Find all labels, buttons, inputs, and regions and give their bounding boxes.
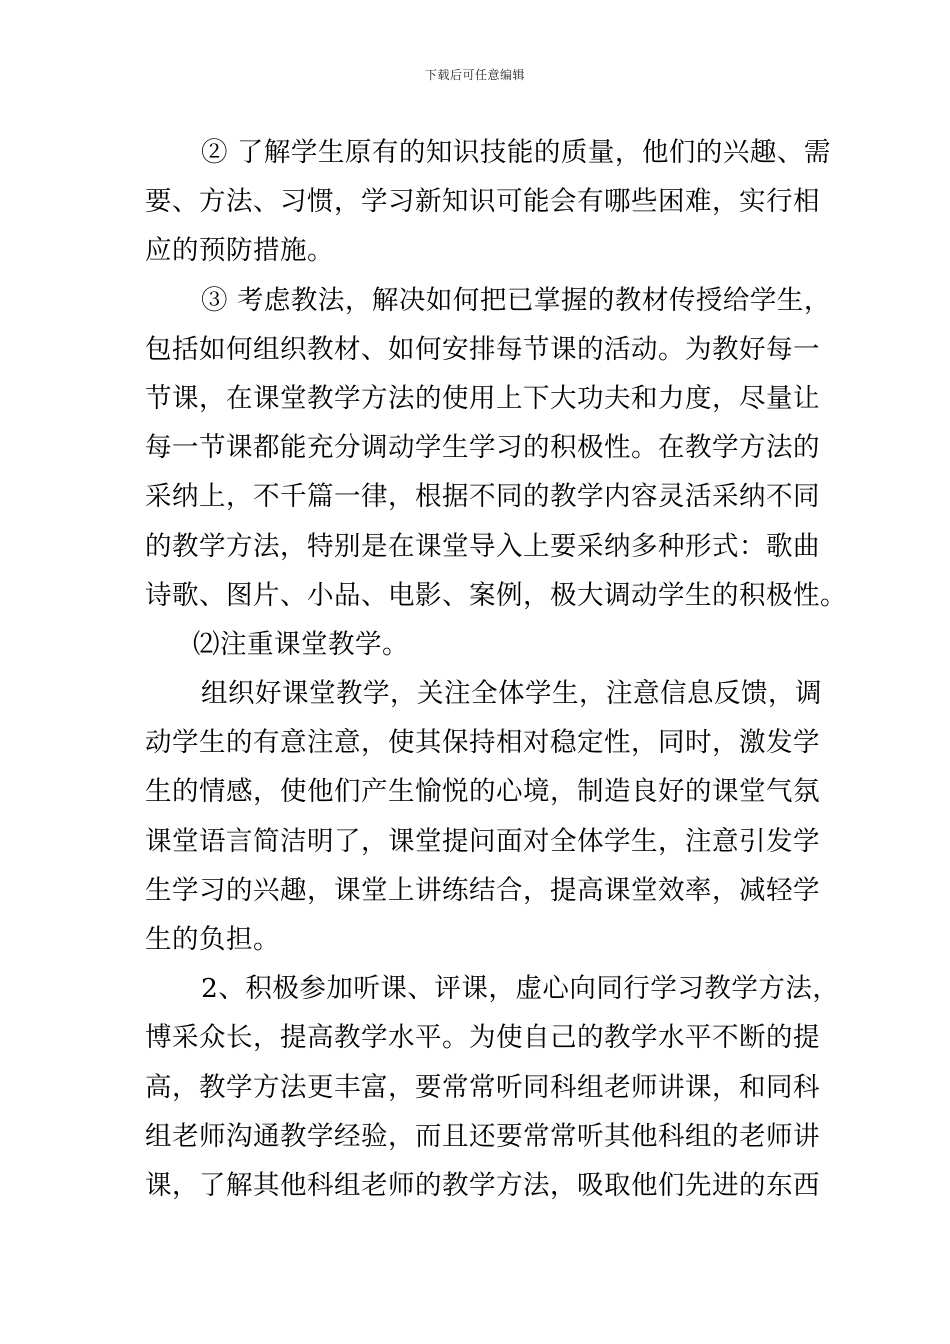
paragraph-line: 要、方法、习惯，学习新知识可能会有哪些困难，实行相 xyxy=(145,186,820,218)
paragraph-line: 动学生的有意注意，使其保持相对稳定性，同时，激发学 xyxy=(145,727,820,759)
paragraph-line: 博采众长，提高教学水平。为使自己的教学水平不断的提 xyxy=(145,1022,820,1054)
header-note: 下载后可任意编辑 xyxy=(424,68,525,82)
document-body xyxy=(145,128,847,1210)
paragraph-line: 应的预防措施。 xyxy=(145,235,334,267)
section-heading: ⑵注重课堂教学。 xyxy=(193,628,409,660)
paragraph-line: 诗歌、图片、小品、电影、案例，极大调动学生的积极性。 xyxy=(145,579,847,611)
paragraph-line: 采纳上，不千篇一律，根据不同的教学内容灵活采纳不同 xyxy=(145,481,820,513)
paragraph-line: ② 了解学生原有的知识技能的质量，他们的兴趣、需 xyxy=(201,137,831,168)
paragraph-line: 生的情感，使他们产生愉悦的心境，制造良好的课堂气氛 xyxy=(145,776,820,808)
paragraph-line: 节课，在课堂教学方法的使用上下大功夫和力度，尽量让 xyxy=(145,382,820,414)
paragraph-line: 组织好课堂教学，关注全体学生，注意信息反馈，调 xyxy=(201,678,822,710)
paragraph-line: 的教学方法，特别是在课堂导入上要采纳多种形式：歌曲 xyxy=(145,530,820,562)
paragraph-line: 生的负担。 xyxy=(145,924,280,955)
paragraph-line: 生学习的兴趣，课堂上讲练结合，提高课堂效率，减轻学 xyxy=(145,874,820,906)
paragraph-line: 组老师沟通教学经验，而且还要常常听其他科组的老师讲 xyxy=(145,1120,820,1152)
paragraph-line: 每一节课都能充分调动学生学习的积极性。在教学方法的 xyxy=(145,432,820,464)
paragraph-line: 高，教学方法更丰富，要常常听同科组老师讲课，和同科 xyxy=(145,1071,820,1103)
paragraph-line: 包括如何组织教材、如何安排每节课的活动。为教好每一 xyxy=(145,333,820,365)
paragraph-line: 课，了解其他科组老师的教学方法，吸取他们先进的东西 xyxy=(145,1169,820,1201)
paragraph-line: ③ 考虑教法，解决如何把已掌握的教材传授给学生， xyxy=(201,284,831,316)
paragraph-line: 2、积极参加听课、评课，虚心向同行学习教学方法， xyxy=(201,973,840,1005)
paragraph-line: 课堂语言简洁明了，课堂提问面对全体学生，注意引发学 xyxy=(145,825,820,857)
